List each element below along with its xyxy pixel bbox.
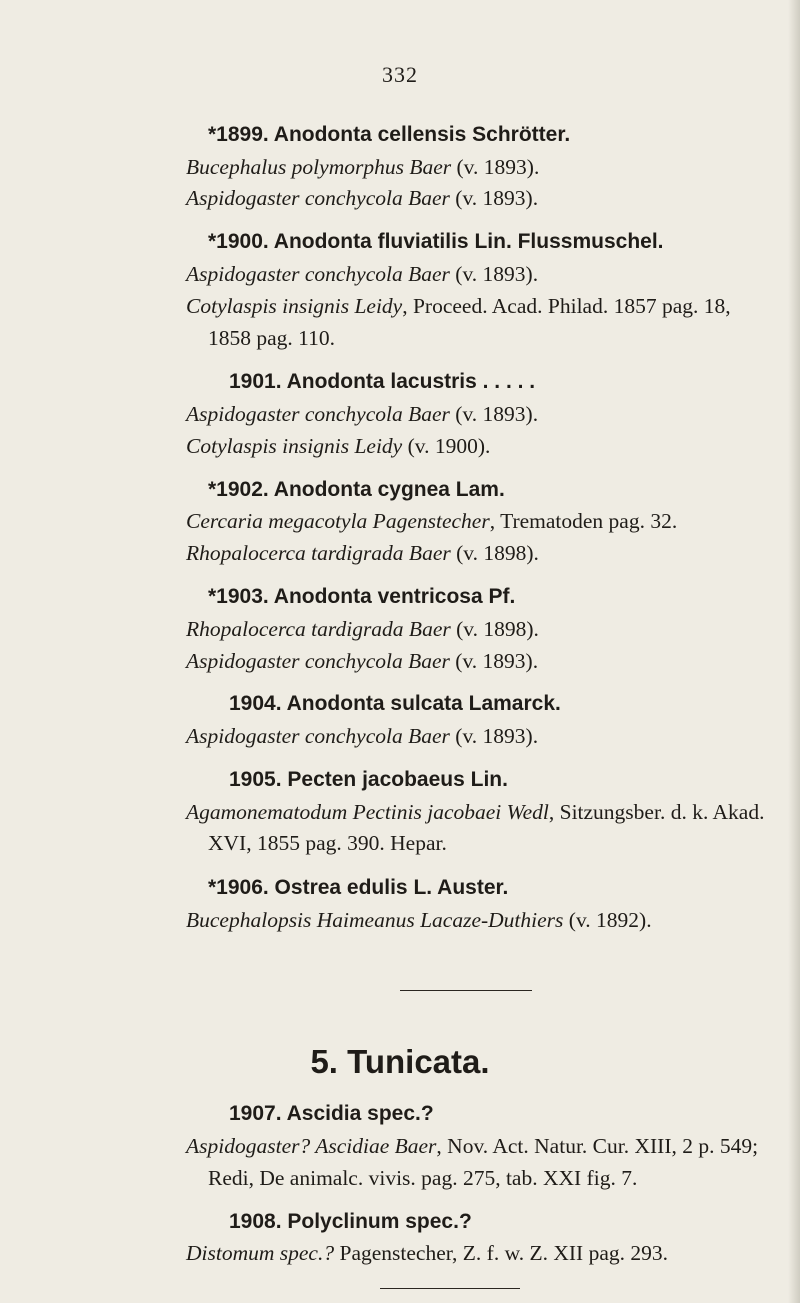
divider-rule (380, 1288, 520, 1289)
entry-heading: 1904. Anodonta sulcata Lamarck. (229, 692, 561, 715)
entry-line: Rhopalocerca tardigrada Baer (v. 1898). (186, 541, 539, 565)
entry-heading: *1903. Anodonta ventricosa Pf. (208, 585, 516, 608)
entry-line: Redi, De animalc. vivis. pag. 275, tab. XXI fig. 7. (208, 1166, 638, 1190)
entry-line: XVI, 1855 pag. 390. Hepar. (208, 831, 447, 855)
entry-line: Bucephalopsis Haimeanus Lacaze-Duthiers (v. 1892). (186, 908, 652, 932)
entry-line: Cercaria megacotyla Pagenstecher, Trematoden pag. 32. (186, 509, 678, 533)
entry-heading: 1901. Anodonta lacustris . . . . . (229, 370, 536, 393)
entry-line: Rhopalocerca tardigrada Baer (v. 1898). (186, 617, 539, 641)
entry-line: Aspidogaster conchycola Baer (v. 1893). (186, 649, 539, 673)
entry-heading: *1906. Ostrea edulis L. Auster. (208, 876, 509, 899)
section-title: 5. Tunicata. (310, 1043, 490, 1080)
entry-heading: 1908. Polyclinum spec.? (229, 1210, 472, 1233)
entry-line: Aspidogaster conchycola Baer (v. 1893). (186, 402, 539, 426)
entry-line: Aspidogaster conchycola Baer (v. 1893). (186, 724, 539, 748)
entry-heading: *1899. Anodonta cellensis Schrötter. (208, 123, 571, 146)
entry-heading: *1900. Anodonta fluviatilis Lin. Flussmuschel. (208, 230, 664, 253)
entry-line: Aspidogaster conchycola Baer (v. 1893). (186, 262, 539, 286)
entry-line: Agamonematodum Pectinis jacobaei Wedl, Sitzungsber. d. k. Akad. (186, 800, 765, 824)
divider-rule (400, 990, 532, 991)
page-number: 332 (382, 62, 418, 87)
entry-heading: 1907. Ascidia spec.? (229, 1102, 434, 1125)
entry-heading: 1905. Pecten jacobaeus Lin. (229, 768, 508, 791)
entry-line: Aspidogaster conchycola Baer (v. 1893). (186, 186, 539, 210)
entry-heading: *1902. Anodonta cygnea Lam. (208, 478, 505, 501)
entry-line: Aspidogaster? Ascidiae Baer, Nov. Act. Natur. Cur. XIII, 2 p. 549; (186, 1134, 759, 1158)
entry-line: 1858 pag. 110. (208, 326, 335, 350)
entry-line: Bucephalus polymorphus Baer (v. 1893). (186, 155, 540, 179)
entry-line: Distomum spec.? Pagenstecher, Z. f. w. Z. XII pag. 293. (186, 1241, 668, 1265)
entry-line: Cotylaspis insignis Leidy (v. 1900). (186, 434, 491, 458)
entry-line: Cotylaspis insignis Leidy, Proceed. Acad. Philad. 1857 pag. 18, (186, 294, 731, 318)
page-edge-shadow (788, 0, 800, 1303)
